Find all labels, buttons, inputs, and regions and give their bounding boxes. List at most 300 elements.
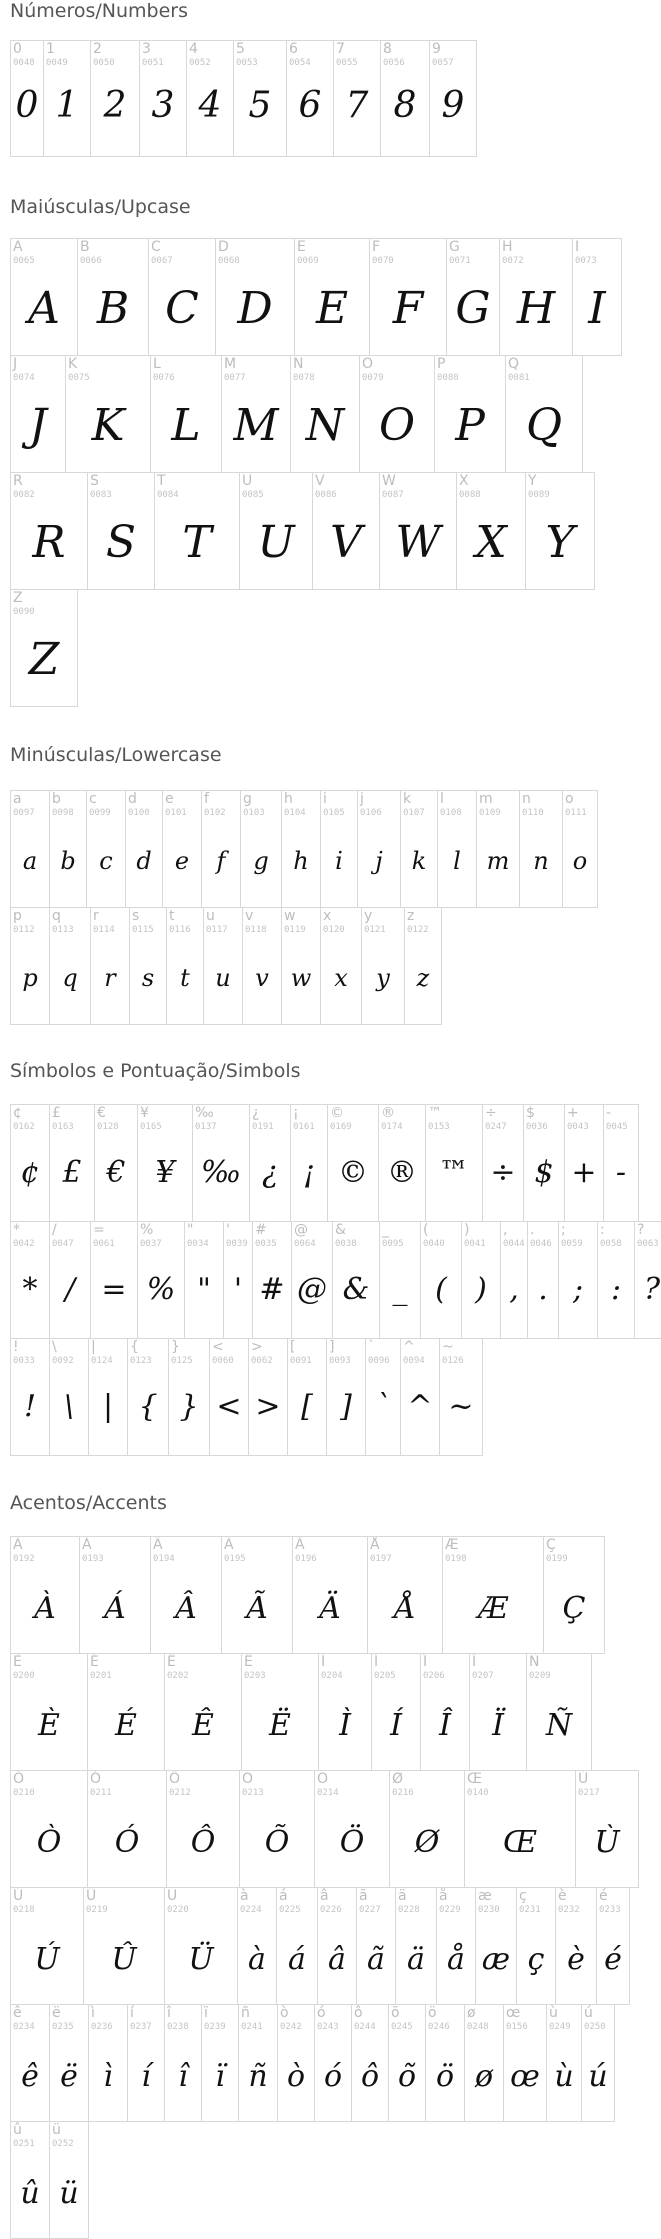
glyph-cell xyxy=(10,589,78,707)
glyph-label: C xyxy=(151,239,161,255)
glyph-sample: Î xyxy=(439,1708,451,1743)
glyph-cell xyxy=(137,1104,193,1222)
glyph-cell xyxy=(10,238,78,356)
glyph-cell xyxy=(49,907,91,1025)
glyph-sample: u xyxy=(215,964,231,992)
glyph-label: ™ xyxy=(428,1105,442,1121)
glyph-sample: å xyxy=(447,1942,465,1977)
glyph-label: i xyxy=(323,791,327,807)
glyph-cell xyxy=(597,1221,635,1339)
glyph-sample: z xyxy=(416,964,430,992)
glyph-cell xyxy=(634,1221,661,1339)
glyph-code: 0201 xyxy=(90,1671,112,1681)
glyph-label: ì xyxy=(91,2005,95,2021)
glyph-cell xyxy=(88,2004,128,2122)
glyph-sample: W xyxy=(395,517,441,568)
glyph-code: 0248 xyxy=(467,2022,489,2032)
glyph-code: 0174 xyxy=(381,1122,403,1132)
glyph-code: 0059 xyxy=(561,1239,583,1249)
glyph-code: 0084 xyxy=(157,490,179,500)
glyph-sample: È xyxy=(38,1708,60,1743)
glyph-sample: 2 xyxy=(103,85,127,126)
glyph-label: Ï xyxy=(472,1654,477,1670)
glyph-label: z xyxy=(407,908,415,924)
glyph-cell xyxy=(49,2121,89,2239)
glyph-label: ‰ xyxy=(195,1105,214,1121)
glyph-sample: i xyxy=(335,847,343,875)
glyph-code: 0122 xyxy=(407,925,429,935)
glyph-code: 0094 xyxy=(403,1356,425,1366)
glyph-code: 0064 xyxy=(294,1239,316,1249)
glyph-sample: O xyxy=(378,400,416,451)
glyph-cell xyxy=(516,1887,556,2005)
glyph-code: 0219 xyxy=(86,1905,108,1915)
glyph-cell xyxy=(505,355,583,473)
glyph-label: J xyxy=(13,356,18,372)
glyph-cell xyxy=(137,1221,185,1339)
glyph-code: 0239 xyxy=(204,2022,226,2032)
glyph-code: 0244 xyxy=(354,2022,376,2032)
glyph-cell xyxy=(294,238,370,356)
section-title-symbols: Símbolos e Pontuação/Simbols xyxy=(10,1060,301,1082)
glyph-label: È xyxy=(13,1654,22,1670)
glyph-code: 0045 xyxy=(606,1122,628,1132)
glyph-label: B xyxy=(80,239,90,255)
glyph-sample: N xyxy=(305,400,345,451)
glyph-label: Œ xyxy=(467,1771,482,1787)
glyph-label: à xyxy=(240,1888,249,1904)
glyph-sample: J xyxy=(29,400,47,451)
glyph-cell xyxy=(252,1221,292,1339)
glyph-code: 0195 xyxy=(224,1554,246,1564)
glyph-code: 0052 xyxy=(189,58,211,68)
glyph-label: | xyxy=(91,1339,96,1355)
glyph-label: 1 xyxy=(46,41,55,57)
glyph-code: 0050 xyxy=(93,58,115,68)
glyph-label: ; xyxy=(561,1222,566,1238)
glyph-cell xyxy=(404,907,442,1025)
glyph-cell xyxy=(320,907,362,1025)
glyph-cell xyxy=(314,1770,390,1888)
glyph-code: 0076 xyxy=(153,373,175,383)
glyph-sample: P xyxy=(455,400,485,451)
glyph-sample: g xyxy=(253,847,269,875)
glyph-cell xyxy=(519,790,563,908)
glyph-sample: ò xyxy=(286,2059,306,2094)
glyph-label: r xyxy=(93,908,99,924)
glyph-label: > xyxy=(251,1339,263,1355)
glyph-sample: & xyxy=(342,1272,370,1307)
glyph-label: € xyxy=(97,1105,106,1121)
glyph-label: ¿ xyxy=(252,1105,260,1121)
glyph-cell xyxy=(86,790,126,908)
glyph-label: b xyxy=(52,791,61,807)
glyph-label: Ø xyxy=(392,1771,404,1787)
glyph-label: # xyxy=(255,1222,267,1238)
glyph-code: 0216 xyxy=(392,1788,414,1798)
glyph-label: " xyxy=(187,1222,194,1238)
glyph-label: n xyxy=(522,791,531,807)
glyph-sample: é xyxy=(604,1942,622,1977)
glyph-label: @ xyxy=(294,1222,308,1238)
glyph-sample: G xyxy=(455,283,491,334)
glyph-label: D xyxy=(218,239,229,255)
glyph-label: \ xyxy=(52,1339,57,1355)
glyph-label: ä xyxy=(398,1888,407,1904)
glyph-code: 0197 xyxy=(370,1554,392,1564)
glyph-cell xyxy=(166,1770,240,1888)
glyph-label: [ xyxy=(290,1339,296,1355)
glyph-code: 0107 xyxy=(403,808,425,818)
glyph-label: K xyxy=(68,356,78,372)
glyph-code: 0119 xyxy=(284,925,306,935)
glyph-code: 0121 xyxy=(364,925,386,935)
glyph-label: ? xyxy=(637,1222,645,1238)
glyph-cell xyxy=(79,1536,151,1654)
glyph-code: 0112 xyxy=(13,925,35,935)
glyph-code: 0206 xyxy=(423,1671,445,1681)
glyph-label: ó xyxy=(317,2005,326,2021)
glyph-sample: ì xyxy=(103,2059,113,2094)
glyph-sample: ` xyxy=(375,1389,391,1424)
glyph-code: 0213 xyxy=(242,1788,264,1798)
glyph-label: â xyxy=(320,1888,329,1904)
glyph-sample: ù xyxy=(554,2059,574,2094)
glyph-label: Ú xyxy=(13,1888,24,1904)
glyph-sample: Å xyxy=(394,1591,416,1626)
glyph-code: 0053 xyxy=(236,58,258,68)
glyph-code: 0162 xyxy=(13,1122,35,1132)
glyph-sample: ] xyxy=(340,1389,352,1424)
glyph-cell xyxy=(361,907,405,1025)
glyph-label: Û xyxy=(86,1888,97,1904)
glyph-code: 0055 xyxy=(336,58,358,68)
glyph-code: 0191 xyxy=(252,1122,274,1132)
glyph-label: _ xyxy=(382,1222,389,1238)
glyph-sample: K xyxy=(91,400,125,451)
glyph-label: . xyxy=(530,1222,535,1238)
glyph-label: Å xyxy=(370,1537,380,1553)
glyph-sample: ø xyxy=(474,2059,494,2094)
glyph-cell xyxy=(357,790,401,908)
glyph-label: j xyxy=(360,791,364,807)
glyph-label: ) xyxy=(464,1222,470,1238)
glyph-code: 0035 xyxy=(255,1239,277,1249)
glyph-sample: Ç xyxy=(562,1591,586,1626)
glyph-code: 0113 xyxy=(52,925,74,935)
glyph-label: ú xyxy=(584,2005,593,2021)
glyph-sample: Q xyxy=(525,400,563,451)
glyph-code: 0209 xyxy=(529,1671,551,1681)
glyph-sample: d xyxy=(136,847,152,875)
glyph-sample: r xyxy=(104,964,116,992)
glyph-code: 0245 xyxy=(391,2022,413,2032)
glyph-cell xyxy=(249,1104,291,1222)
glyph-code: 0114 xyxy=(93,925,115,935)
glyph-sample: @ xyxy=(297,1272,327,1307)
glyph-label: / xyxy=(52,1222,57,1238)
glyph-code: 0061 xyxy=(93,1239,115,1249)
glyph-code: 0234 xyxy=(13,2022,35,2032)
glyph-sample: # xyxy=(259,1272,285,1307)
glyph-sample: = xyxy=(101,1272,127,1307)
glyph-sample: Z xyxy=(28,634,60,685)
glyph-code: 0108 xyxy=(440,808,462,818)
glyph-code: 0156 xyxy=(506,2022,528,2032)
glyph-code: 0110 xyxy=(522,808,544,818)
glyph-cell xyxy=(209,1338,249,1456)
glyph-sample: o xyxy=(572,847,588,875)
glyph-label: ] xyxy=(329,1339,335,1355)
glyph-cell xyxy=(10,2121,50,2239)
glyph-sample: / xyxy=(64,1272,76,1307)
glyph-label: © xyxy=(330,1105,344,1121)
glyph-cell xyxy=(543,1536,605,1654)
glyph-label: N xyxy=(293,356,304,372)
glyph-code: 0044 xyxy=(503,1239,525,1249)
glyph-sample: á xyxy=(288,1942,306,1977)
glyph-cell xyxy=(525,472,595,590)
glyph-sample: _ xyxy=(392,1272,408,1307)
glyph-cell xyxy=(150,355,222,473)
glyph-label: î xyxy=(167,2005,171,2021)
glyph-cell xyxy=(87,472,155,590)
glyph-label: Z xyxy=(13,590,23,606)
glyph-code: 0071 xyxy=(449,256,471,266)
glyph-cell xyxy=(312,472,380,590)
glyph-cell xyxy=(429,40,477,157)
glyph-label: Á xyxy=(82,1537,92,1553)
glyph-sample: Ê xyxy=(192,1708,214,1743)
glyph-sample: 8 xyxy=(393,85,417,126)
glyph-code: 0088 xyxy=(459,490,481,500)
glyph-cell xyxy=(90,907,130,1025)
glyph-sample: © xyxy=(338,1155,368,1190)
glyph-code: 0194 xyxy=(153,1554,175,1564)
glyph-label: ô xyxy=(354,2005,363,2021)
glyph-sample: f xyxy=(216,847,226,875)
glyph-code: 0038 xyxy=(335,1239,357,1249)
glyph-sample: ^ xyxy=(407,1389,433,1424)
glyph-cell xyxy=(49,1338,89,1456)
glyph-code: 0230 xyxy=(478,1905,500,1915)
glyph-cell xyxy=(87,1653,165,1771)
glyph-cell xyxy=(572,238,622,356)
glyph-code: 0161 xyxy=(293,1122,315,1132)
glyph-label: ç xyxy=(519,1888,527,1904)
glyph-cell xyxy=(184,1221,224,1339)
glyph-code: 0067 xyxy=(151,256,173,266)
glyph-code: 0082 xyxy=(13,490,35,500)
glyph-code: 0211 xyxy=(90,1788,112,1798)
glyph-sample: C xyxy=(165,283,199,334)
glyph-sample: ™ xyxy=(439,1155,469,1190)
glyph-label: ü xyxy=(52,2122,61,2138)
glyph-cell xyxy=(603,1104,639,1222)
glyph-cell xyxy=(238,2004,278,2122)
glyph-sample: B xyxy=(96,283,130,334)
glyph-sample: É xyxy=(115,1708,137,1743)
glyph-code: 0251 xyxy=(13,2139,35,2149)
glyph-sample: ‰ xyxy=(200,1155,242,1190)
glyph-sample: € xyxy=(106,1155,126,1190)
glyph-sample: ô xyxy=(360,2059,380,2094)
glyph-cell xyxy=(389,1770,465,1888)
glyph-cell xyxy=(500,1221,528,1339)
glyph-cell xyxy=(464,2004,504,2122)
glyph-sample: 6 xyxy=(298,85,322,126)
glyph-cell xyxy=(527,1221,559,1339)
glyph-code: 0102 xyxy=(204,808,226,818)
glyph-sample: ä xyxy=(407,1942,425,1977)
glyph-sample: Æ xyxy=(477,1591,509,1626)
glyph-label: Î xyxy=(423,1654,428,1670)
glyph-label: m xyxy=(479,791,493,807)
glyph-cell xyxy=(10,1887,84,2005)
glyph-cell xyxy=(164,2004,202,2122)
glyph-label: : xyxy=(600,1222,605,1238)
glyph-code: 0105 xyxy=(323,808,345,818)
glyph-cell xyxy=(436,1887,476,2005)
glyph-code: 0204 xyxy=(321,1671,343,1681)
glyph-code: 0111 xyxy=(565,808,587,818)
glyph-label: ^ xyxy=(403,1339,415,1355)
glyph-label: ! xyxy=(13,1339,19,1355)
glyph-label: Ô xyxy=(169,1771,181,1787)
glyph-sample: Ï xyxy=(492,1708,504,1743)
glyph-code: 0224 xyxy=(240,1905,262,1915)
glyph-code: 0101 xyxy=(165,808,187,818)
glyph-cell xyxy=(420,1221,462,1339)
glyph-label: A xyxy=(13,239,23,255)
glyph-code: 0210 xyxy=(13,1788,35,1798)
glyph-sample: b xyxy=(60,847,76,875)
glyph-cell xyxy=(562,790,598,908)
glyph-code: 0062 xyxy=(251,1356,273,1366)
glyph-sample: v xyxy=(255,964,269,992)
glyph-code: 0140 xyxy=(467,1788,489,1798)
glyph-sample: U xyxy=(257,517,295,568)
glyph-label: ë xyxy=(52,2005,61,2021)
glyph-cell xyxy=(575,1770,639,1888)
glyph-sample: Ö xyxy=(339,1825,365,1860)
glyph-sample: Í xyxy=(390,1708,402,1743)
glyph-cell xyxy=(564,1104,604,1222)
glyph-label: F xyxy=(372,239,381,255)
glyph-sample: â xyxy=(328,1942,346,1977)
glyph-sample: 0 xyxy=(15,85,39,126)
glyph-sample: ~ xyxy=(448,1389,474,1424)
glyph-label: æ xyxy=(478,1888,492,1904)
glyph-label: ( xyxy=(423,1222,429,1238)
glyph-label: } xyxy=(171,1339,180,1355)
glyph-code: 0123 xyxy=(130,1356,152,1366)
glyph-code: 0137 xyxy=(195,1122,217,1132)
glyph-label: Æ xyxy=(445,1537,459,1553)
glyph-cell xyxy=(281,907,321,1025)
glyph-sample: e xyxy=(174,847,190,875)
glyph-sample: { xyxy=(138,1389,158,1424)
glyph-sample: V xyxy=(330,517,362,568)
glyph-code: 0198 xyxy=(445,1554,467,1564)
glyph-label: , xyxy=(503,1222,508,1238)
glyph-label: l xyxy=(440,791,444,807)
glyph-code: 0169 xyxy=(330,1122,352,1132)
glyph-code: 0118 xyxy=(245,925,267,935)
glyph-label: 3 xyxy=(142,41,151,57)
glyph-cell xyxy=(332,1221,380,1339)
glyph-label: H xyxy=(502,239,513,255)
glyph-sample: $ xyxy=(534,1155,554,1190)
glyph-code: 0115 xyxy=(132,925,154,935)
glyph-sample: Ì xyxy=(339,1708,351,1743)
glyph-cell xyxy=(276,1887,318,2005)
glyph-label: û xyxy=(13,2122,22,2138)
glyph-label: å xyxy=(439,1888,448,1904)
section-title-numbers: Números/Numbers xyxy=(10,0,188,22)
glyph-label: 2 xyxy=(93,41,102,57)
glyph-label: d xyxy=(128,791,137,807)
glyph-cell xyxy=(10,1653,88,1771)
glyph-code: 0199 xyxy=(546,1554,568,1564)
glyph-sample: Ã xyxy=(246,1591,268,1626)
glyph-sample: ; xyxy=(572,1272,584,1307)
glyph-sample: A xyxy=(28,283,60,334)
glyph-cell xyxy=(239,472,313,590)
glyph-cell xyxy=(351,2004,389,2122)
glyph-code: 0203 xyxy=(244,1671,266,1681)
glyph-code: 0078 xyxy=(293,373,315,383)
glyph-sample: À xyxy=(34,1591,56,1626)
glyph-label: ñ xyxy=(241,2005,250,2021)
glyph-code: 0063 xyxy=(637,1239,659,1249)
glyph-code: 0232 xyxy=(558,1905,580,1915)
glyph-cell xyxy=(90,1221,138,1339)
glyph-cell xyxy=(10,790,50,908)
glyph-label: Í xyxy=(374,1654,379,1670)
glyph-label: 7 xyxy=(336,41,345,57)
glyph-label: & xyxy=(335,1222,346,1238)
glyph-label: Ù xyxy=(578,1771,589,1787)
glyph-cell xyxy=(475,1887,517,2005)
glyph-cell xyxy=(10,40,44,157)
glyph-cell xyxy=(581,2004,615,2122)
glyph-code: 0226 xyxy=(320,1905,342,1915)
glyph-sample: Ú xyxy=(34,1942,60,1977)
glyph-sample: ' xyxy=(233,1272,243,1307)
glyph-cell xyxy=(395,1887,437,2005)
glyph-cell xyxy=(148,238,216,356)
glyph-code: 0117 xyxy=(206,925,228,935)
glyph-sample: c xyxy=(99,847,113,875)
glyph-cell xyxy=(10,1770,88,1888)
glyph-code: 0095 xyxy=(382,1239,404,1249)
glyph-label: Ü xyxy=(167,1888,178,1904)
glyph-code: 0231 xyxy=(519,1905,541,1915)
glyph-label: ø xyxy=(467,2005,476,2021)
glyph-sample: a xyxy=(22,847,38,875)
glyph-code: 0125 xyxy=(171,1356,193,1366)
glyph-sample: í xyxy=(141,2059,151,2094)
glyph-label: á xyxy=(279,1888,288,1904)
glyph-label: - xyxy=(606,1105,612,1121)
glyph-label: % xyxy=(140,1222,154,1238)
glyph-sample: è xyxy=(567,1942,585,1977)
glyph-label: q xyxy=(52,908,61,924)
glyph-label: ® xyxy=(381,1105,395,1121)
glyph-sample: | xyxy=(102,1389,114,1424)
glyph-label: G xyxy=(449,239,460,255)
